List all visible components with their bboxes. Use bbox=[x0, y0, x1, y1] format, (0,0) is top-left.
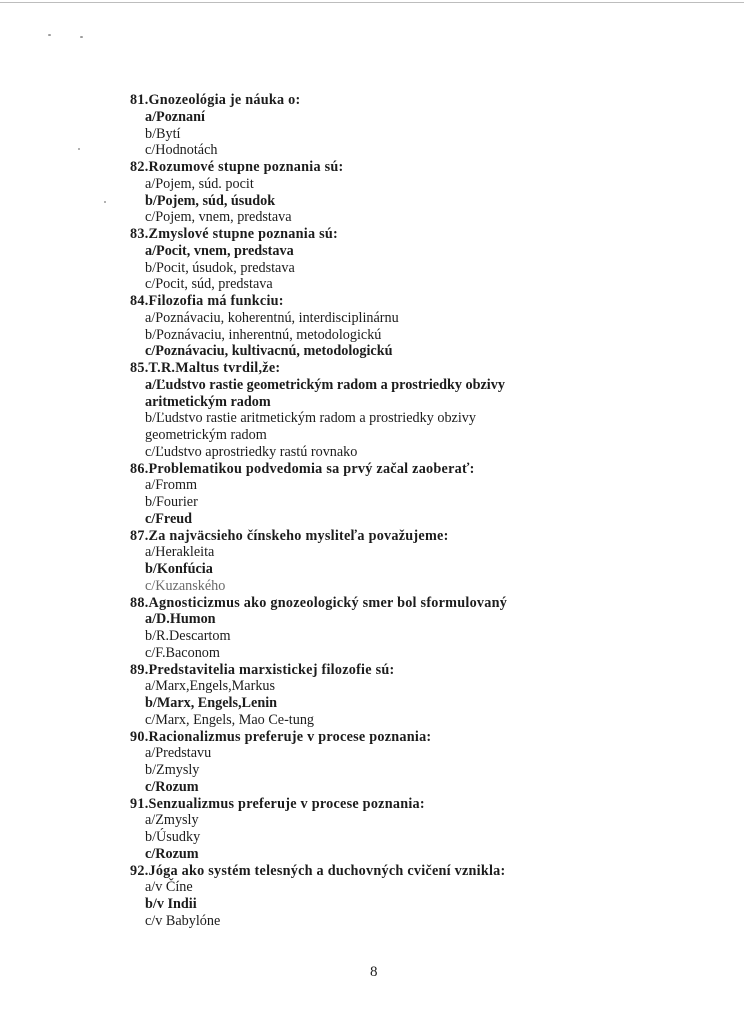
question-text: 83.Zmyslové stupne poznania sú: bbox=[130, 226, 338, 242]
question-text: 92.Jóga ako systém telesných a duchovných cvičení vznikla: bbox=[130, 862, 506, 879]
answer-option: b/Pocit, úsudok, predstava bbox=[145, 259, 295, 276]
answer-option: c/Pocit, súd, predstava bbox=[145, 276, 273, 293]
answer-option: a/Marx,Engels,Markus bbox=[145, 678, 276, 695]
answer-option: a/Predstavu bbox=[145, 745, 212, 762]
question-block bbox=[130, 92, 730, 159]
answer-option: b/Zmysly bbox=[145, 762, 200, 778]
answer-option-correct: b/Pojem, súd, úsudok bbox=[145, 192, 276, 209]
question-text: 84.Filozofia má funkciu: bbox=[130, 293, 284, 309]
answer-option: b/Poznávaciu, inherentnú, metodologickú bbox=[145, 326, 382, 343]
question-block bbox=[130, 360, 730, 461]
answer-option: c/Marx, Engels, Mao Ce-tung bbox=[145, 711, 315, 728]
question-text: 81.Gnozeológia je náuka o: bbox=[130, 92, 301, 108]
question-text: 85.T.R.Maltus tvrdil,že: bbox=[130, 360, 281, 376]
question-block bbox=[130, 461, 730, 528]
answer-option-correct: a/Ľudstvo rastie geometrickým radom a prostriedky obzivy aritmetickým radom bbox=[145, 376, 505, 410]
question-text: 91.Senzualizmus preferuje v procese poznania: bbox=[130, 795, 425, 812]
answer-option: c/Hodnotách bbox=[145, 142, 218, 159]
answer-option-correct: c/Poznávaciu, kultivacnú, metodologickú bbox=[145, 343, 393, 360]
question-block bbox=[130, 662, 730, 729]
answer-option: b/R.Descartom bbox=[145, 628, 231, 644]
scan-edge-line bbox=[0, 2, 744, 3]
answer-option: c/Pojem, vnem, predstava bbox=[145, 209, 292, 226]
answer-option-correct: c/Rozum bbox=[145, 778, 199, 795]
question-block bbox=[130, 159, 730, 226]
answer-option: a/Herakleita bbox=[145, 544, 215, 561]
answer-option-correct: c/Freud bbox=[145, 510, 193, 527]
question-text: 89.Predstavitelia marxistickej filozofie sú: bbox=[130, 661, 395, 678]
scan-speck bbox=[80, 36, 83, 38]
answer-option: b/Úsudky bbox=[145, 829, 201, 845]
answer-option: b/Fourier bbox=[145, 494, 198, 510]
question-block bbox=[130, 293, 730, 360]
answer-option: a/Pojem, súd. pocit bbox=[145, 175, 254, 192]
answer-option: c/F.Baconom bbox=[145, 644, 220, 661]
question-text: 88.Agnosticizmus ako gnozeologický smer bol sformulovaný bbox=[130, 594, 508, 611]
question-text: 82.Rozumové stupne poznania sú: bbox=[130, 159, 344, 175]
scan-speck bbox=[78, 148, 80, 150]
answer-option: a/Fromm bbox=[145, 477, 198, 494]
answer-option: b/Bytí bbox=[145, 125, 181, 142]
answer-option: c/Kuzanského bbox=[145, 577, 226, 594]
question-block bbox=[130, 528, 730, 595]
question-block bbox=[130, 729, 730, 796]
question-text: 87.Za najväcsieho čínskeho mysliteľa považujeme: bbox=[130, 527, 449, 544]
answer-option-correct: b/Marx, Engels,Lenin bbox=[145, 695, 278, 711]
answer-option-correct: a/Pocit, vnem, predstava bbox=[145, 242, 294, 259]
question-text: 90.Racionalizmus preferuje v procese poznania: bbox=[130, 728, 432, 745]
answer-option-correct: a/Poznaní bbox=[145, 108, 205, 125]
answer-option-correct: c/Rozum bbox=[145, 845, 199, 862]
answer-option-correct: b/v Indii bbox=[145, 896, 197, 912]
question-block bbox=[130, 226, 730, 293]
answer-option: a/v Číne bbox=[145, 879, 193, 896]
answer-option: c/Ľudstvo aprostriedky rastú rovnako bbox=[145, 443, 358, 460]
question-text: 86.Problematikou podvedomia sa prvý začal zaoberať: bbox=[130, 460, 475, 477]
scan-speck bbox=[104, 201, 106, 203]
answer-option: c/v Babylóne bbox=[145, 912, 221, 929]
answer-option-correct: b/Konfúcia bbox=[145, 561, 213, 577]
question-list bbox=[130, 92, 730, 930]
question-block bbox=[130, 595, 730, 662]
answer-option: a/Poznávaciu, koherentnú, interdisciplinárnu bbox=[145, 309, 399, 326]
answer-option: a/Zmysly bbox=[145, 812, 199, 829]
question-block bbox=[130, 796, 730, 863]
page-number: 8 bbox=[370, 964, 378, 980]
answer-option: b/Ľudstvo rastie aritmetickým radom a prostriedky obzivy geometrickým radom bbox=[145, 410, 476, 443]
question-block bbox=[130, 863, 730, 930]
answer-option-correct: a/D.Humon bbox=[145, 611, 216, 628]
scan-speck bbox=[48, 34, 51, 36]
